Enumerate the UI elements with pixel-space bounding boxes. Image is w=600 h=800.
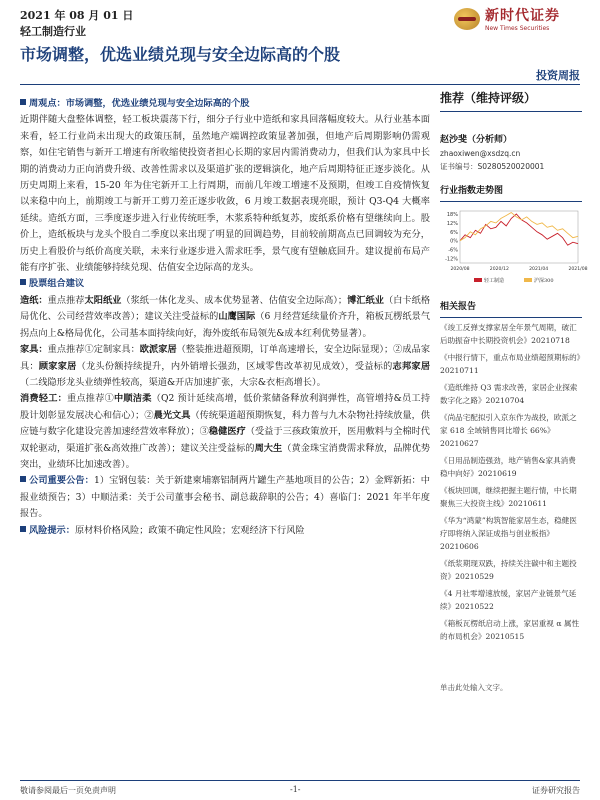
logo-text [485, 5, 560, 32]
analyst-email[interactable]: zhaoxiwen@xsdzq.cn [440, 149, 521, 158]
header-divider [20, 84, 580, 85]
x-tick-label: 2021/04 [529, 267, 549, 272]
page-number: -1- [290, 785, 301, 794]
y-tick-label: 12% [446, 220, 458, 227]
section-portfolio-heading [20, 276, 430, 292]
logo-cn: 新时代证券 [485, 8, 560, 24]
related-report-item[interactable]: 《日用品制造强劲，地产销售&家具消费稳中向好》20210619 [440, 456, 576, 478]
industry-index-chart [440, 207, 588, 289]
industry-name: 轻工制造行业 [20, 25, 86, 38]
y-tick-label: 18% [446, 211, 458, 218]
stock-name: 顾家家居 [38, 360, 77, 372]
related-report-item[interactable]: 《4 月社零增速放缓，家居产业链景气延续》20210522 [440, 589, 577, 611]
report-title: 市场调整，优选业绩兑现与安全边际高的个股 [20, 45, 341, 64]
stock-name: 中顺洁柔 [114, 393, 152, 405]
related-report-item[interactable]: 《竣工反弹支撑家居全年景气周期，破汇后助振奋中长期投资机会》20210718 [440, 323, 577, 345]
report-type: 投资周报 [536, 69, 580, 82]
portfolio-consumer: 消费轻工：重点推荐①中顺洁柔（Q2 预计延续高增，低价浆储备释放利润弹性，高管增持&员工持股计划彰显发展决心和信心）；②晨光文具（传统渠道超预期恢复，科力普与九木杂物社持续放量，供应链与数字化建设完善加速经营效率释放）；③稳健医疗（受益于三孩政策放开，医用敷料与全棉时代双轮驱动，渠道扩张&高效推广改善）；建议关注受益标的周大生（黄金珠宝消费需求释放，品牌优势突出，业绩环比加速改善）。 [20, 393, 431, 470]
furniture-label: 家具： [20, 344, 48, 356]
legend-label: 沪深300 [534, 278, 554, 284]
bullet-square-icon [20, 279, 26, 285]
stock-name: 欧派家居 [139, 344, 177, 356]
footer-report-label: 证券研究报告 [532, 786, 580, 795]
main-content [20, 96, 430, 539]
related-report-item[interactable]: 《板块回调，继续把握主题行情，中长期聚焦三大投资主线》20210611 [440, 486, 577, 508]
legend-swatch [474, 278, 482, 282]
section-weekly-view-heading [20, 96, 430, 112]
related-heading: 相关报告 [440, 301, 582, 318]
x-tick-label: 2020/08 [450, 267, 470, 272]
x-tick-label: 2020/12 [489, 267, 509, 272]
bullet-square-icon [20, 99, 26, 105]
related-report-item[interactable]: 《造纸维持 Q3 需求改善，家居企业探索数字化之路》20210704 [440, 383, 578, 405]
stock-name: 博汇纸业 [347, 294, 384, 306]
y-tick-label: -12% [445, 256, 458, 263]
paper-label: 造纸： [20, 294, 48, 306]
x-tick-label: 2021/08 [568, 267, 588, 272]
sidebar-note: 单击此处输入文字。 [440, 683, 508, 692]
analyst-license: 证书编号：S0280520020001 [440, 162, 545, 171]
portfolio-paper: 造纸：重点推荐太阳纸业（浆纸一体化龙头、成本优势显著、估值安全边际高）；博汇纸业（白卡纸格局优化、公司经营效率改善）；建议关注受益标的山鹰国际（6 月经营延续量价齐升，箱板瓦楞纸景气拐点向上&格局优化，公司基本面持续向好，海外废纸布局领先&成本红利优势显著）。 [20, 294, 431, 339]
rating: 推荐（维持评级） [440, 92, 582, 112]
portfolio-furniture: 家具：重点推荐①定制家具：欧派家居（整装推进超预期，订单高速增长，安全边际显现）；②成品家具：顾家家居（龙头份额持续提升，内外销增长强劲，区域零售改革初见成效），受益标的志邦家居（二线隐形龙头业绩弹性较高，渠道&开店加速扩张，大宗&衣柜高增长）。 [20, 344, 431, 388]
footer-disclaimer: 敬请参阅最后一页免责声明 [20, 786, 116, 795]
related-reports-list [440, 321, 582, 643]
announcements-title: 公司重要公告： [29, 475, 94, 487]
chart-svg [440, 207, 588, 289]
section-portfolio-title: 股票组合建议 [29, 278, 85, 290]
section-risk [20, 523, 430, 539]
report-date: 2021 年 08 月 01 日 [20, 9, 134, 22]
consumer-label: 消费轻工： [20, 393, 67, 405]
y-tick-label: -6% [448, 247, 458, 254]
y-tick-label: 6% [450, 229, 458, 236]
stock-name: 太阳纸业 [84, 294, 122, 306]
logo-emblem-icon [454, 8, 480, 30]
stock-name: 稳健医疗 [208, 426, 246, 438]
chart-heading: 行业指数走势图 [440, 185, 582, 202]
stock-name: 志邦家居 [392, 360, 431, 372]
stock-name: 山鹰国际 [218, 311, 256, 323]
y-tick-label: 0% [450, 238, 458, 245]
risk-body: 原材料价格风险；政策不确定性风险；宏观经济下行风险 [74, 524, 305, 536]
stock-name: 周大生 [254, 442, 283, 454]
risk-title: 风险提示： [29, 524, 75, 536]
section-announcements [20, 473, 430, 522]
related-report-item[interactable]: 《纸浆期现双跌，持续关注碳中和主题投资》20210529 [440, 559, 577, 581]
related-report-item[interactable]: 《华为“鸿蒙”构筑智能家居生态，稳健医疗即将纳入深证成指与创业板指》20210606 [440, 516, 577, 551]
announcements-body: 1）宝钢包装：关于新建柬埔寨铝制两片罐生产基地项目的公告；2）金辉新拓：中报业绩预告；3）中顺洁柔：关于公司董事会秘书、副总裁辞职的公告；4）喜临门：2021 年半年度报告。 [20, 475, 430, 520]
legend-label: 轻工制造 [484, 278, 505, 284]
legend-swatch [524, 278, 532, 282]
related-report-item[interactable]: 《箱板瓦楞纸启动上涨，家居重视 α 属性的布局机会》20210515 [440, 619, 580, 641]
company-logo [454, 5, 560, 32]
bullet-square-icon [20, 476, 26, 482]
bullet-square-icon [20, 526, 26, 532]
section-weekly-view-title: 周观点：市场调整，优选业绩兑现与安全边际高的个股 [29, 98, 250, 109]
footer-divider [20, 780, 580, 781]
logo-en: New Times Securities [485, 25, 550, 32]
related-report-item[interactable]: 《中报行情下，重点布局业绩超预期标的》20210711 [440, 353, 581, 375]
section-weekly-view-body: 近期伴随大盘整体调整，轻工板块震荡下行，细分子行业中造纸和家具回落幅度较大。从行业基本面来看，轻工行业尚未出现大的政策压制，虽然地产端调控政策显著加强，但地产后周期影响仍需观察，如住宅销售与新开工增速有所收缩使投资者担心长期的家居内需消费动力，但我们认为家具中长期的消费动力正向消费升级、改善性需求以及渠道扩张的逻辑演化，地产后周期特征正逐步淡化。从历史周期上来看，15-20 年为住宅新开工上行周期，而前几年竣工增速不及预期，但竣工自疫情恢复以来稳中向上，前期竣工与新开工剪刀差正逐步收敛，6 月竣工数据表现亮眼，预计 Q3-Q4 大概率延续。造纸方面，三季度逐步进入行业传统旺季，木浆系特种纸复苏，废纸系价格有望继续向上。股价上，造纸板块与龙头个股自二季度以来出现了明显的回调趋势，目前较前期高点已回调较为充分，历史上看股价与纸价高度关联，未来行业逐步进入需求旺季，景气度有望触底回升。建议提前布局产能有序扩张、业绩能够持续兑现、估值安全边际高的龙头。 [20, 114, 430, 274]
sidebar [440, 91, 588, 647]
stock-name: 晨光文具 [153, 409, 191, 421]
related-report-item[interactable]: 《尚品宅配拟引入京东作为战投，欧派之家 618 全域销售同比增长 66%》20210627 [440, 413, 577, 448]
analyst-name: 赵沙斐（分析师） [440, 135, 513, 145]
